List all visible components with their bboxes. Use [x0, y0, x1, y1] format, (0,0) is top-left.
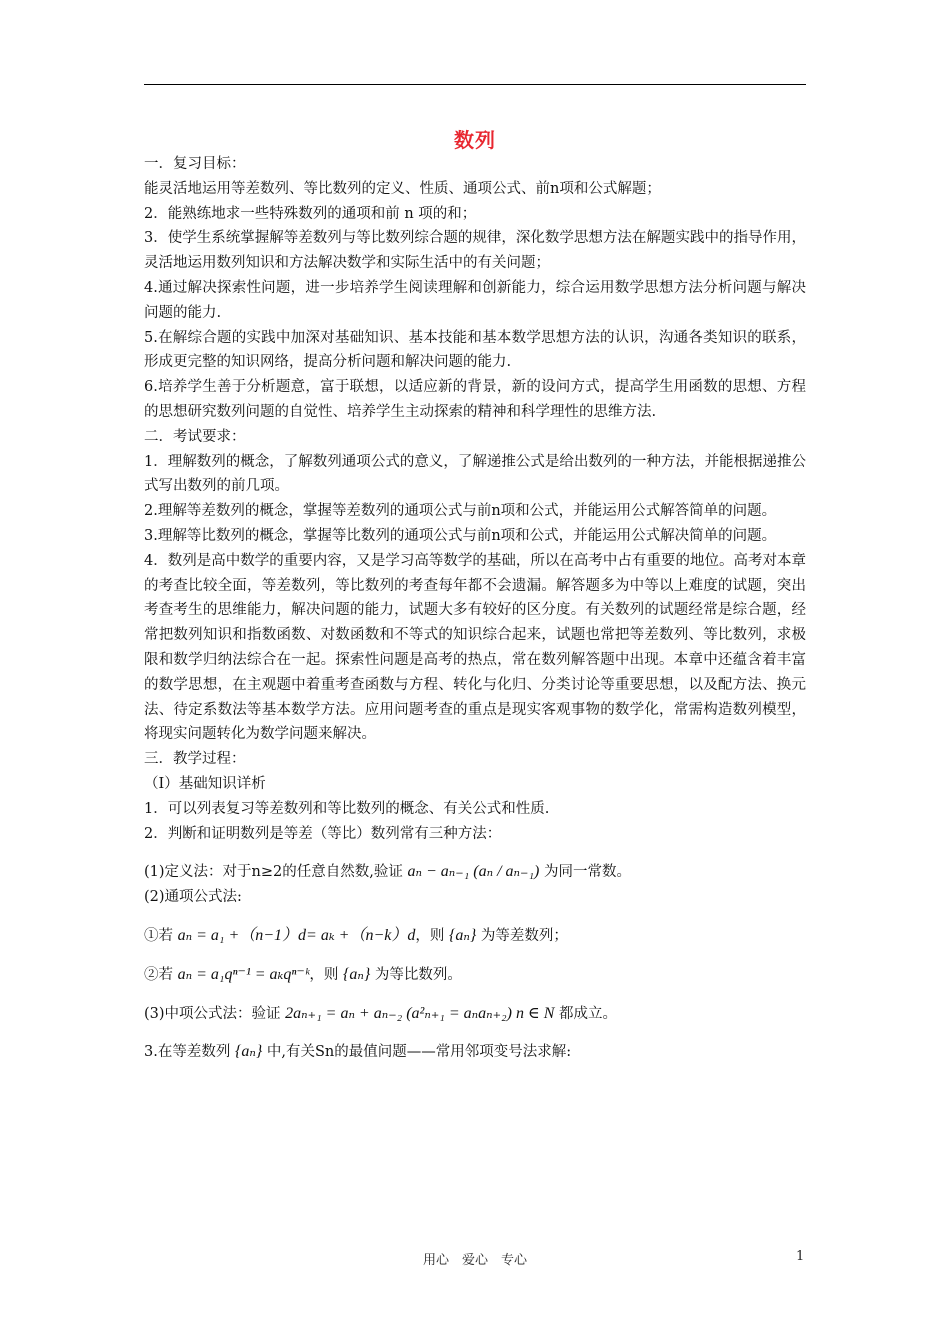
- paragraph: 2．判断和证明数列是等差（等比）数列常有三种方法：: [144, 825, 502, 842]
- paragraph: 3.理解等比数列的概念，掌握等比数列的通项公式与前n项和公式，并能运用公式解决简单的问题。: [144, 527, 777, 544]
- paragraph: 1．可以列表复习等差数列和等比数列的概念、有关公式和性质.: [144, 800, 550, 817]
- paragraph: 2.理解等差数列的概念，掌握等差数列的通项公式与前n项和公式，并能运用公式解答简单的问题。: [144, 503, 777, 520]
- method-definition: (1)定义法：对于n≥2的任意自然数,验证 aₙ − aₙ₋₁ (aₙ / aₙ₋₁) 为同一常数。: [144, 863, 631, 881]
- paragraph: 能灵活地运用等差数列、等比数列的定义、性质、通项公式、前n项和公式解题；: [144, 180, 661, 197]
- section-heading: 二．考试要求：: [144, 428, 246, 445]
- document-body: [144, 152, 806, 1065]
- paragraph: 6.培养学生善于分析题意，富于联想，以适应新的背景，新的设问方式，提高学生用函数的思想、方程的思想研究数列问题的自觉性、培养学生主动探索的精神和科学理性的思维方法.: [144, 379, 806, 420]
- formula: 2aₙ₊₁ = aₙ + aₙ₋₂ (a²ₙ₊₁ = aₙaₙ₊₂) n ∈ N: [285, 1004, 555, 1022]
- paragraph: 2．能熟练地求一些特殊数列的通项和前 n 项的和；: [144, 205, 477, 222]
- header-rule: [144, 84, 806, 85]
- arithmetic-condition: ①若 aₙ = a₁ +（n−1）d= aₖ +（n−k）d，则 {aₙ} 为等差数列；: [144, 926, 568, 944]
- section-heading: 三．教学过程：: [144, 751, 246, 768]
- document-title: 数列: [454, 128, 496, 152]
- sequence-symbol: {aₙ}: [234, 1043, 263, 1061]
- page-number: 1: [796, 1249, 805, 1264]
- sequence-symbol: {aₙ}: [449, 926, 477, 944]
- paragraph: 4.通过解决探索性问题，进一步培养学生阅读理解和创新能力，综合运用数学思想方法分析问题与解决问题的能力.: [144, 279, 806, 321]
- formula: aₙ = a₁ +（n−1）d= aₖ +（n−k）d: [177, 926, 416, 944]
- geometric-condition: ②若 aₙ = a₁qⁿ⁻¹ = aₖqⁿ⁻ᵏ，则 {aₙ} 为等比数列。: [144, 965, 462, 983]
- subsection-heading: （Ⅰ）基础知识详析: [144, 775, 266, 792]
- formula: aₙ = a₁qⁿ⁻¹ = aₖqⁿ⁻ᵏ: [177, 965, 310, 983]
- paragraph: 5.在解综合题的实践中加深对基础知识、基本技能和基本数学思想方法的认识，沟通各类知识的联系，形成更完整的知识网络，提高分析问题和解决问题的能力.: [144, 329, 806, 371]
- sequence-symbol: {aₙ}: [342, 965, 371, 983]
- method-general-term: (2)通项公式法:: [144, 889, 242, 906]
- formula: aₙ − aₙ₋₁ (aₙ / aₙ₋₁): [407, 863, 540, 881]
- extreme-value-note: 3.在等差数列 {aₙ} 中,有关Sn的最值问题——常用邻项变号法求解:: [144, 1043, 572, 1061]
- paragraph: 3．使学生系统掌握解等差数列与等比数列综合题的规律，深化数学思想方法在解题实践中的指导作用，灵活地运用数列知识和方法解决数学和实际生活中的有关问题；: [144, 230, 806, 272]
- method-middle-term: (3)中项公式法：验证 2aₙ₊₁ = aₙ + aₙ₋₂ (a²ₙ₊₁ = aₙaₙ₊₂) n ∈ N 都成立。: [144, 1004, 618, 1022]
- section-heading: 一．复习目标：: [144, 156, 246, 172]
- paragraph: 1．理解数列的概念，了解数列通项公式的意义，了解递推公式是给出数列的一种方法，并能根据递推公式写出数列的前几项。: [144, 453, 806, 495]
- footer-motto: 用心 爱心 专心: [422, 1253, 527, 1268]
- paragraph: 4．数列是高中数学的重要内容，又是学习高等数学的基础，所以在高考中占有重要的地位。高考对本章的考查比较全面，等差数列，等比数列的考查每年都不会遗漏。解答题多为中等以上难度的试题，突出考查考生的思维能力，解决问题的能力，试题大多有较好的区分度。有关数列的试题经常是综合题，经常把数列知识和指数函数、对数函数和不等式的知识综合起来，试题也常把等差数列、等比数列，求极限和数学归纳法综合在一起。探索性问题是高考的热点，常在数列解答题中出现。本章中还蕴含着丰富的数学思想，在主观题中着重考查函数与方程、转化与化归、分类讨论等重要思想，以及配方法、换元法、待定系数法等基本数学方法。应用问题考查的重点是现实客观事物的数学化，常需构造数列模型，将现实问题转化为数学问题来解决。: [144, 552, 806, 743]
